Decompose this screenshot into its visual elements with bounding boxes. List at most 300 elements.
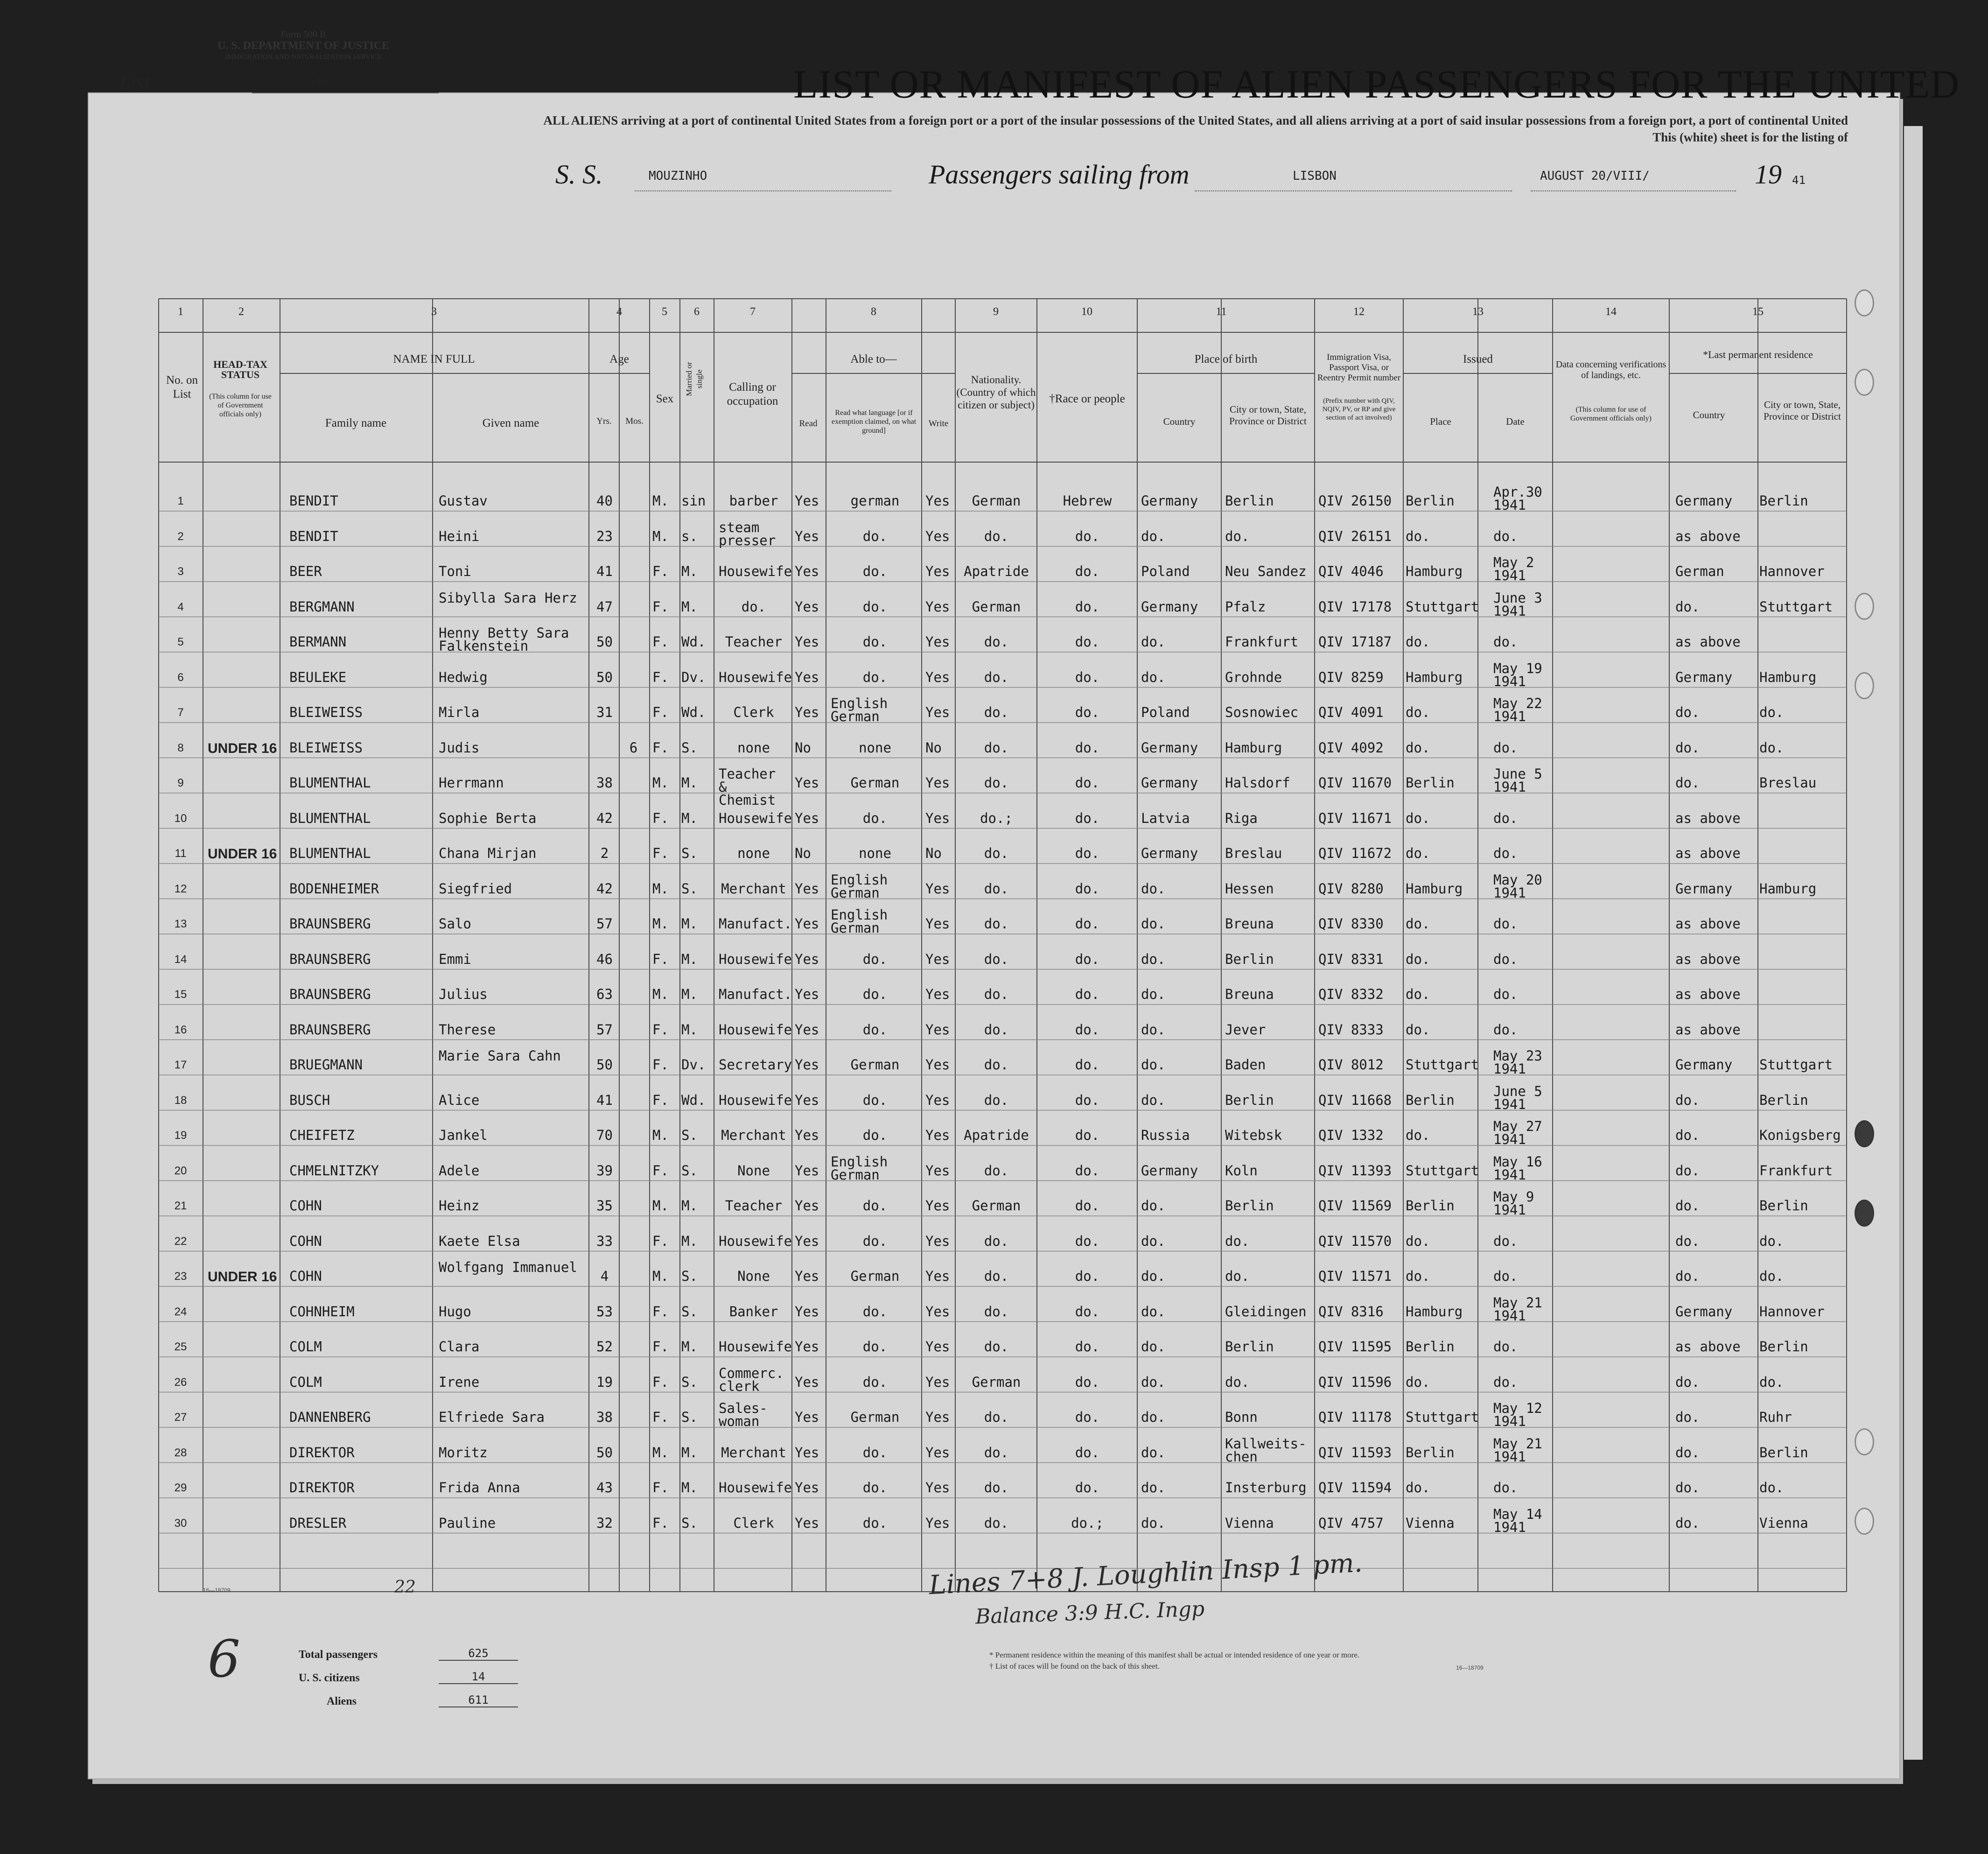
binder-hole: [1855, 593, 1874, 620]
head-tax-cell: UNDER 16: [208, 740, 277, 756]
residence-city-cell: Breslau: [1759, 775, 1817, 791]
residence-city-cell: Berlin: [1759, 1198, 1808, 1214]
occupation-cell: Housewife: [719, 1021, 792, 1038]
age-years-cell: 33: [596, 1233, 613, 1249]
issued-place-cell: do.: [1406, 810, 1430, 826]
visa-number-cell: QIV 4091: [1318, 704, 1384, 720]
issued-date-cell: do.: [1493, 1480, 1518, 1496]
issued-place-cell: Hamburg: [1406, 880, 1463, 897]
marital-status-cell: M.: [681, 951, 698, 967]
nationality-cell: do.: [984, 669, 1009, 685]
issued-date-cell: May 2 1941: [1493, 555, 1534, 583]
birth-country-cell: do.: [1141, 669, 1166, 685]
nationality-cell: do.;: [980, 810, 1013, 826]
nationality-cell: do.: [984, 951, 1009, 967]
issued-place-cell: Stuttgart: [1406, 1409, 1479, 1425]
issued-date-cell: do.: [1493, 845, 1518, 861]
birth-city-cell: Koln: [1225, 1162, 1258, 1179]
nationality-cell: do.: [984, 1515, 1009, 1531]
issued-place-cell: Berlin: [1406, 493, 1455, 509]
birth-country-cell: do.: [1141, 1409, 1166, 1425]
row-number: 8: [177, 741, 184, 754]
row-number: 30: [174, 1517, 187, 1530]
birth-country-cell: do.: [1141, 1198, 1166, 1214]
write-cell: No: [925, 739, 942, 756]
row-number: 22: [174, 1235, 187, 1248]
head-tax-cell: UNDER 16: [208, 1269, 277, 1285]
race-cell: do.: [1075, 1480, 1100, 1496]
residence-city-cell: Hamburg: [1759, 880, 1817, 897]
read-cell: No: [795, 739, 811, 756]
read-cell: Yes: [795, 1409, 819, 1425]
read-cell: No: [795, 845, 811, 861]
issued-place-cell: do.: [1406, 1480, 1430, 1496]
read-cell: Yes: [795, 916, 819, 932]
residence-city-cell: Hannover: [1759, 563, 1825, 579]
nationality-cell: do.: [984, 528, 1009, 544]
issued-place-cell: Berlin: [1406, 775, 1455, 791]
issued-date-cell: May 19 1941: [1493, 660, 1542, 689]
given-name-cell: Hugo: [439, 1303, 471, 1320]
birth-country-cell: do.: [1141, 1021, 1166, 1038]
birth-country-cell: do.: [1141, 1374, 1166, 1390]
visa-number-cell: QIV 11178: [1318, 1409, 1392, 1425]
residence-country-cell: do.: [1675, 1162, 1700, 1179]
row-number: 24: [174, 1305, 187, 1318]
nationality-cell: Apatride: [964, 1127, 1029, 1143]
race-cell: do.: [1075, 880, 1100, 897]
family-name-cell: BLUMENTHAL: [289, 775, 371, 791]
occupation-cell: none: [737, 739, 770, 756]
read-language-cell: do.: [862, 1233, 888, 1249]
visa-number-cell: QIV 11569: [1318, 1198, 1392, 1214]
age-months-cell: 6: [629, 739, 638, 756]
nationality-cell: German: [972, 1198, 1021, 1214]
race-cell: do.: [1075, 669, 1100, 685]
residence-country-cell: do.: [1675, 598, 1700, 615]
birth-city-cell: Hessen: [1225, 880, 1274, 897]
age-years-cell: 42: [596, 880, 613, 897]
total-passengers-label: Total passengers: [299, 1649, 378, 1661]
birth-city-cell: Baden: [1225, 1057, 1266, 1073]
marital-status-cell: M.: [681, 775, 698, 791]
nationality-cell: do.: [984, 704, 1009, 720]
birth-country-cell: Germany: [1141, 1162, 1198, 1179]
race-cell: do.: [1075, 1268, 1100, 1284]
sex-cell: F.: [652, 1409, 669, 1425]
occupation-cell: Merchant: [721, 1127, 786, 1143]
row-number: 25: [174, 1341, 187, 1353]
given-name-cell: Emmi: [439, 951, 471, 967]
issued-date-cell: May 27 1941: [1493, 1118, 1542, 1147]
header-race: †Race or people: [1049, 393, 1125, 405]
ss-label: S. S.: [555, 159, 603, 190]
read-cell: Yes: [795, 1233, 819, 1249]
nationality-cell: German: [972, 598, 1021, 615]
occupation-cell: Secretary: [719, 1057, 792, 1073]
age-years-cell: 46: [596, 951, 613, 967]
visa-number-cell: QIV 1332: [1318, 1127, 1384, 1143]
row-number: 12: [174, 882, 187, 895]
age-years-cell: 41: [596, 563, 613, 579]
sex-cell: F.: [652, 1092, 669, 1108]
birth-city-cell: Berlin: [1225, 1339, 1274, 1355]
sex-cell: F.: [652, 704, 669, 720]
column-number: 2: [238, 306, 244, 318]
issued-date-cell: do.: [1493, 1339, 1518, 1355]
issued-place-cell: do.: [1406, 1268, 1430, 1284]
row-number: 1: [177, 495, 184, 507]
nationality-cell: German: [972, 493, 1021, 509]
birth-country-cell: Poland: [1141, 704, 1190, 720]
read-cell: Yes: [795, 669, 819, 685]
race-cell: do.: [1075, 563, 1100, 579]
birth-country-cell: do.: [1141, 634, 1166, 650]
row-number: 23: [174, 1270, 187, 1283]
age-years-cell: 50: [596, 669, 613, 685]
given-name-cell: Sibylla Sara Herz: [439, 590, 577, 606]
read-language-cell: none: [859, 739, 891, 756]
row-number: 5: [177, 636, 184, 648]
column-number: 11: [1216, 306, 1227, 318]
age-years-cell: 35: [596, 1198, 613, 1214]
birth-country-cell: do.: [1141, 951, 1166, 967]
age-years-cell: 42: [596, 810, 613, 826]
header-family-name: Family name: [325, 417, 387, 429]
marital-status-cell: S.: [681, 1268, 698, 1284]
birth-city-cell: Frankfurt: [1225, 634, 1299, 650]
birth-city-cell: Breuna: [1225, 916, 1274, 932]
family-name-cell: COHN: [289, 1233, 322, 1249]
age-years-cell: 4: [600, 1268, 609, 1284]
visa-number-cell: QIV 8259: [1318, 669, 1384, 685]
residence-city-cell: Hannover: [1759, 1303, 1825, 1320]
given-name-cell: Moritz: [439, 1444, 488, 1461]
write-cell: Yes: [925, 1057, 950, 1073]
read-cell: Yes: [795, 634, 819, 650]
read-cell: Yes: [795, 1268, 819, 1284]
column-number: 14: [1605, 306, 1617, 318]
birth-country-cell: do.: [1141, 528, 1166, 544]
column-number: 9: [993, 306, 999, 318]
read-language-cell: do.: [862, 634, 888, 650]
read-language-cell: do.: [862, 1515, 888, 1531]
occupation-cell: none: [737, 845, 770, 861]
marital-status-cell: M.: [681, 1444, 698, 1461]
year-prefix: 19: [1755, 159, 1782, 190]
residence-country-cell: do.: [1675, 1480, 1700, 1496]
visa-number-cell: QIV 11593: [1318, 1444, 1392, 1461]
birth-city-cell: Riga: [1225, 810, 1258, 826]
birth-city-cell: Berlin: [1225, 951, 1274, 967]
marital-status-cell: M.: [681, 1198, 698, 1214]
occupation-cell: Commerc. clerk: [719, 1365, 784, 1394]
visa-number-cell: QIV 26151: [1318, 528, 1392, 544]
family-name-cell: BEULEKE: [289, 669, 347, 685]
residence-city-cell: do.: [1759, 1268, 1784, 1284]
visa-number-cell: QIV 11571: [1318, 1268, 1392, 1284]
binder-hole: [1855, 369, 1874, 396]
visa-number-cell: QIV 8331: [1318, 951, 1384, 967]
given-name-cell: Jankel: [439, 1127, 488, 1143]
header-issued: Issued: [1463, 353, 1493, 365]
issued-date-cell: do.: [1493, 739, 1518, 756]
given-name-cell: Frida Anna: [439, 1480, 520, 1496]
family-name-cell: BERMANN: [289, 634, 347, 650]
birth-city-cell: Bonn: [1225, 1409, 1258, 1425]
read-cell: Yes: [795, 598, 819, 615]
header-mos: Mos.: [625, 416, 644, 426]
instruction-line: ALL ALIENS arriving at a port of continental United States from a foreign port or a port of the insular possessions of the United States, and all aliens arriving at a port of said insular possessions from a foreign port, a port of continental United: [543, 113, 1848, 127]
residence-country-cell: Germany: [1675, 1303, 1733, 1320]
binder-hole: [1855, 289, 1874, 316]
given-name-cell: Wolfgang Immanuel: [439, 1259, 577, 1275]
occupation-cell: Merchant: [721, 880, 786, 897]
birth-country-cell: do.: [1141, 1268, 1166, 1284]
nationality-cell: do.: [984, 1339, 1009, 1355]
given-name-cell: Gustav: [439, 493, 488, 509]
occupation-cell: Clerk: [733, 704, 774, 720]
birth-city-cell: Breslau: [1225, 845, 1282, 861]
age-years-cell: 53: [596, 1303, 613, 1320]
residence-country-cell: as above: [1675, 951, 1741, 967]
read-language-cell: German: [850, 775, 900, 791]
birth-country-cell: Germany: [1141, 598, 1198, 615]
marital-status-cell: M.: [681, 1021, 698, 1038]
race-cell: do.: [1075, 916, 1100, 932]
header-calling: Calling or occupation: [727, 381, 778, 407]
read-language-cell: do.: [862, 563, 888, 579]
occupation-cell: Housewife: [719, 1339, 792, 1355]
nationality-cell: do.: [984, 1057, 1009, 1073]
nationality-cell: German: [972, 1374, 1021, 1390]
issued-date-cell: May 12 1941: [1493, 1400, 1542, 1429]
row-number: 19: [174, 1129, 187, 1142]
birth-country-cell: do.: [1141, 1339, 1166, 1355]
visa-number-cell: QIV 8316: [1318, 1303, 1384, 1320]
visa-number-cell: QIV 8330: [1318, 916, 1384, 932]
write-cell: Yes: [925, 1444, 950, 1461]
row-number: 9: [177, 777, 184, 789]
sex-cell: F.: [652, 1021, 669, 1038]
occupation-cell: Merchant: [721, 1444, 786, 1461]
read-language-cell: do.: [862, 1444, 888, 1461]
column-number: 13: [1472, 306, 1484, 318]
header-nationality: Nationality. (Country of which citizen or subject): [956, 374, 1036, 411]
family-name-cell: BLUMENTHAL: [289, 810, 371, 826]
read-language-cell: do.: [862, 598, 888, 615]
header-name-in-full: NAME IN FULL: [393, 353, 475, 365]
race-cell: do.: [1075, 634, 1100, 650]
write-cell: Yes: [925, 880, 950, 897]
header-visa-note: (Prefix number with QIV, NQIV, PV, or RP and give section of act involved): [1322, 397, 1396, 421]
row-number: 11: [175, 847, 187, 860]
residence-country-cell: as above: [1675, 845, 1741, 861]
header-verification-note: (This column for use of Government officials only): [1570, 406, 1652, 422]
binder-hole: [1855, 1428, 1874, 1455]
visa-number-cell: QIV 11671: [1318, 810, 1392, 826]
marital-status-cell: S.: [681, 880, 698, 897]
visa-number-cell: QIV 4046: [1318, 563, 1384, 579]
write-cell: Yes: [925, 1198, 950, 1214]
marital-status-cell: S.: [681, 1374, 698, 1390]
occupation-cell: Housewife: [719, 951, 792, 967]
birth-city-cell: Breuna: [1225, 986, 1274, 1002]
residence-country-cell: Germany: [1675, 1057, 1733, 1073]
birth-city-cell: Berlin: [1225, 1198, 1274, 1214]
given-name-cell: Elfriede Sara: [439, 1409, 545, 1425]
nationality-cell: do.: [984, 739, 1009, 756]
race-cell: do.: [1075, 775, 1100, 791]
sailing-port: LISBON: [1293, 169, 1337, 183]
read-language-cell: do.: [862, 1021, 888, 1038]
marital-status-cell: Dv.: [681, 1057, 706, 1073]
race-cell: do.;: [1071, 1515, 1104, 1531]
read-language-cell: do.: [862, 1127, 888, 1143]
given-name-cell: Heini: [439, 528, 480, 544]
birth-country-cell: Latvia: [1141, 810, 1190, 826]
family-name-cell: BODENHEIMER: [289, 880, 379, 897]
given-name-cell: Henny Betty Sara Falkenstein: [439, 625, 569, 654]
row-number: 16: [174, 1023, 187, 1036]
race-cell: do.: [1075, 1409, 1100, 1425]
write-cell: Yes: [925, 775, 950, 791]
issued-date-cell: Apr.30 1941: [1493, 484, 1542, 513]
residence-country-cell: as above: [1675, 916, 1741, 932]
read-language-cell: do.: [862, 1480, 888, 1496]
residence-country-cell: as above: [1675, 1339, 1741, 1355]
header-res-country: Country: [1693, 409, 1725, 421]
residence-country-cell: do.: [1675, 704, 1700, 720]
nationality-cell: do.: [984, 1444, 1009, 1461]
aliens-label: Aliens: [327, 1695, 357, 1707]
birth-country-cell: Germany: [1141, 493, 1198, 509]
age-years-cell: 23: [596, 528, 613, 544]
issued-place-cell: Stuttgart: [1406, 598, 1479, 615]
occupation-cell: Clerk: [733, 1515, 774, 1531]
read-language-cell: none: [859, 845, 891, 861]
issued-date-cell: May 21 1941: [1493, 1435, 1542, 1465]
column-number: 15: [1752, 306, 1764, 318]
sex-cell: F.: [652, 810, 669, 826]
sex-cell: F.: [652, 563, 669, 579]
birth-country-cell: Germany: [1141, 775, 1198, 791]
marital-status-cell: M.: [681, 986, 698, 1002]
aliens-value: 611: [439, 1693, 518, 1707]
age-years-cell: 38: [596, 1409, 613, 1425]
issued-place-cell: Berlin: [1406, 1198, 1455, 1214]
visa-number-cell: QIV 26150: [1318, 493, 1392, 509]
birth-city-cell: Hamburg: [1225, 739, 1282, 756]
birth-country-cell: do.: [1141, 986, 1166, 1002]
given-name-cell: Therese: [439, 1021, 496, 1038]
marital-status-cell: Wd.: [681, 1092, 706, 1108]
read-language-cell: do.: [862, 669, 888, 685]
sex-cell: F.: [652, 1339, 669, 1355]
issued-date-cell: do.: [1493, 1374, 1518, 1390]
issued-date-cell: do.: [1493, 528, 1518, 544]
birth-country-cell: do.: [1141, 1480, 1166, 1496]
residence-city-cell: do.: [1759, 1480, 1784, 1496]
visa-number-cell: QIV 17187: [1318, 634, 1392, 650]
issued-place-cell: Stuttgart: [1406, 1162, 1479, 1179]
issued-place-cell: do.: [1406, 1233, 1430, 1249]
nationality-cell: do.: [984, 880, 1009, 897]
occupation-cell: Housewife: [719, 1480, 792, 1496]
row-number: 21: [174, 1200, 187, 1212]
write-cell: Yes: [925, 1021, 950, 1038]
read-language-cell: German: [850, 1057, 900, 1073]
birth-city-cell: Sosnowiec: [1225, 704, 1299, 720]
family-name-cell: BLEIWEISS: [289, 704, 363, 720]
residence-country-cell: Germany: [1675, 880, 1733, 897]
family-name-cell: BENDIT: [289, 493, 338, 509]
us-citizens-value: 14: [439, 1670, 518, 1684]
occupation-cell: do.: [741, 598, 766, 615]
handwritten-balance-note: Balance 3:9 H.C. Ingp: [975, 1597, 1205, 1629]
visa-number-cell: QIV 8333: [1318, 1021, 1384, 1038]
nationality-cell: do.: [984, 1162, 1009, 1179]
residence-country-cell: do.: [1675, 1268, 1700, 1284]
form-number: Form 500 B: [280, 29, 326, 40]
marital-status-cell: S.: [681, 1162, 698, 1179]
read-cell: Yes: [795, 1303, 819, 1320]
read-language-cell: do.: [862, 986, 888, 1002]
birth-country-cell: Poland: [1141, 563, 1190, 579]
header-verification: Data concerning verifications of landings, etc.: [1555, 359, 1666, 380]
family-name-cell: BRAUNSBERG: [289, 1021, 371, 1038]
age-years-cell: 38: [596, 775, 613, 791]
given-name-cell: Heinz: [439, 1198, 480, 1214]
birth-city-cell: Neu Sandez: [1225, 563, 1307, 579]
read-cell: Yes: [795, 951, 819, 967]
sex-cell: F.: [652, 845, 669, 861]
read-language-cell: do.: [862, 528, 888, 544]
given-name-cell: Judis: [439, 739, 480, 756]
row-number: 7: [177, 706, 184, 719]
nationality-cell: do.: [984, 1233, 1009, 1249]
birth-country-cell: do.: [1141, 1303, 1166, 1320]
residence-country-cell: as above: [1675, 634, 1741, 650]
birth-city-cell: Pfalz: [1225, 598, 1266, 615]
nationality-cell: do.: [984, 845, 1009, 861]
residence-city-cell: Frankfurt: [1759, 1162, 1833, 1179]
header-no-on-list: No. on List: [166, 374, 198, 400]
marital-status-cell: Wd.: [681, 704, 706, 720]
issued-date-cell: do.: [1493, 634, 1518, 650]
residence-city-cell: Konigsberg: [1759, 1127, 1841, 1143]
write-cell: No: [925, 845, 942, 861]
occupation-cell: Housewife: [719, 669, 792, 685]
column-number: 8: [871, 306, 876, 318]
age-years-cell: 47: [596, 598, 613, 615]
residence-city-cell: Stuttgart: [1759, 1057, 1833, 1073]
age-years-cell: 57: [596, 916, 613, 932]
total-passengers-value: 625: [439, 1647, 518, 1661]
nationality-cell: do.: [984, 634, 1009, 650]
nationality-cell: do.: [984, 916, 1009, 932]
birth-country-cell: Germany: [1141, 845, 1198, 861]
family-name-cell: BRUEGMANN: [289, 1057, 363, 1073]
visa-number-cell: QIV 11670: [1318, 775, 1392, 791]
issued-date-cell: May 21 1941: [1493, 1294, 1542, 1324]
occupation-cell: None: [737, 1268, 770, 1284]
read-cell: Yes: [795, 493, 819, 509]
marital-status-cell: S.: [681, 1127, 698, 1143]
year-suffix: 41: [1792, 174, 1806, 187]
family-name-cell: CHMELNITZKY: [289, 1162, 379, 1179]
visa-number-cell: QIV 11393: [1318, 1162, 1392, 1179]
